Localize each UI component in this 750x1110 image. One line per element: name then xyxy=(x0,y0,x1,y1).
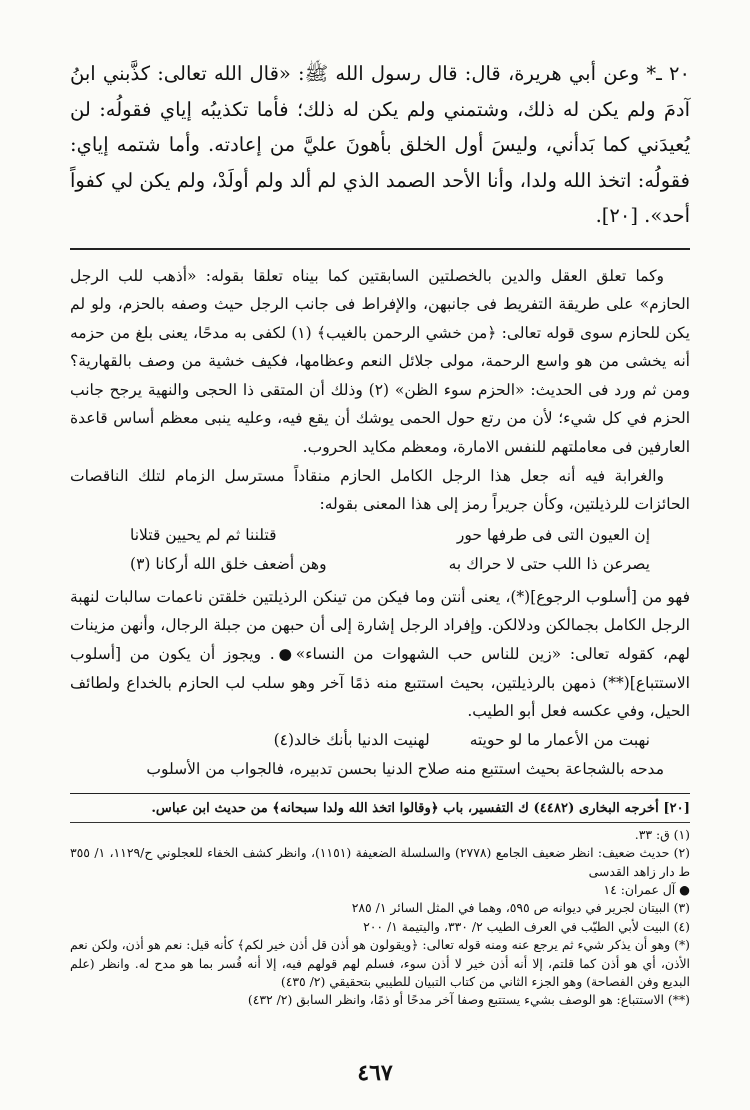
verse-line xyxy=(70,521,690,550)
footnote: ● آل عمران: ١٤ xyxy=(603,882,690,898)
hadith-text: ٢٠ ـ* وعن أبي هريرة، قال: قال رسول الله ﷺ: «قال الله تعالى: كذَّبني ابنُ آدمَ ولم يكن له ذلك، وشتمني ولم يكن له ذلك؛ فأما تكذيبُه إياي فقولُه: لن يُعيدَني كما بَدأني، وليسَ أول الخلق بأهونَ عليَّ من إعادته. وأما شتمه إياي: فقولُه: اتخذ الله ولدا، وأنا الأحد الصمد الذي لم ألد ولم أولَدْ، ولم يكن لي كفواً أحد». [٢٠]. xyxy=(70,62,690,227)
footnote: (*) وهو أن يذكر شيء ثم يرجع عنه ومنه قوله تعالى: ﴿ويقولون هو أذن قل أذن خير لكم﴾ كأنه قيل: نعم هو أذن، ولكن نعم الأذن، أي هو أذن كما قلتم، إلا أنه أذن خير لا أذن سوء، فسلم لهم قولهم فيه، إلا أنه فُسر بما هو مدح له. وانظر (علم البديع وفن الفصاحة) وهو الجزء الثاني من كتاب التبيان للطيبي بتحقيقي (٢/ ٤٣٥) xyxy=(70,937,690,990)
footnote-source: [٢٠] أخرجه البخارى (٤٤٨٢) ك التفسير، باب ﴿وقالوا اتخذ الله ولدا سبحانه﴾ من حديث ابن عباس. xyxy=(70,800,690,822)
commentary-paragraph: فهو من [أسلوب الرجوع](*)، يعنى أنتن وما فيكن من تينكن الرذيلتين خلقتن ناعمات سالبات لنهبة الرجل الكامل بجمالكن ودلالكن. وإفراد الرجل إشارة إلى أن حبهن من جبلة الرجال، وأنهن مزينات لهم، كقوله تعالى: «زين للناس حب الشهوات من النساء»●. ويجوز أن يكون من [أسلوب الاستتباع](**) ذمهن بالرذيلتين، بحيث استتبع منه ذمًا آخر وهو سلب لب الحازم بالخداع ولطائف الحيل، وفي عكسه فعل أبو الطيب. xyxy=(70,587,690,721)
commentary-paragraph: والغرابة فيه أنه جعل هذا الرجل الكامل الحازم منقاداً مسترسل الزمام لتلك الناقصات الحائزات للرذيلتين، وكأن جريراً رمز إلى هذا المعنى بقوله: xyxy=(70,466,690,514)
verse-hemistich: لهنيت الدنيا بأنك خالد(٤) xyxy=(273,730,430,749)
commentary-paragraph: مدحه بالشجاعة بحيث استتبع منه صلاح الدنيا بحسن تدبيره، فالجواب من الأسلوب xyxy=(146,759,664,778)
poem-verses xyxy=(70,521,690,579)
verse-line xyxy=(70,550,690,579)
verse-hemistich: يصرعن ذا اللب حتى لا حراك به xyxy=(448,554,650,573)
footnote: (١) ق: ٣٣. xyxy=(634,826,690,842)
footnote: (**) الاستتباع: هو الوصف بشيء يستتبع وصفا آخر مدحًا أو ذمًا، وانظر السابق (٢/ ٤٣٢) xyxy=(247,992,690,1008)
footnote: (٢) حديث ضعيف: انظر ضعيف الجامع (٢٧٧٨) والسلسلة الضعيفة (١١٥١)، وانظر كشف الخفاء للعجلوني ح/١١٢٩، ١/ ٣٥٥ ط دار زاهد القدسى xyxy=(70,845,690,879)
footnote: (٣) البيتان لجرير في ديوانه ص ٥٩٥، وهما في المثل السائر ١/ ٢٨٥ xyxy=(351,900,690,916)
verse-hemistich: وهن أضعف خلق الله أركانا (٣) xyxy=(130,554,327,573)
verse-line xyxy=(70,726,690,755)
verse-hemistich: نهبت من الأعمار ما لو حويته xyxy=(469,730,650,749)
verse-hemistich: قتلننا ثم لم يحيين قتلانا xyxy=(130,525,277,544)
page-number: ٤٦٧ xyxy=(357,1060,393,1086)
footnotes xyxy=(70,800,690,1009)
footnote: (٤) البيت لأبي الطيّب في العرف الطيب ٢/ ٣٣٠، واليتيمة ١/ ٢٠٠ xyxy=(363,918,690,934)
commentary xyxy=(70,262,690,784)
footnote-divider xyxy=(70,793,690,794)
verse-hemistich: إن العيون التى فى طرفها حور xyxy=(456,525,650,544)
commentary-paragraph: وكما تعلق العقل والدين بالخصلتين السابقتين كما بيناه تعلقا بقوله: «أذهب للب الرجل الحازم» على طريقة التفريط فى جانبهن، والإفراط فى جانب الرجل حيث وصفه بالحزم، ولو لم يكن للحازم سوى قوله تعالى: ﴿من خشي الرحمن بالغيب﴾ (١) لكفى به مدحًا، يعنى بلغ من حزمه أنه يخشى من هو واسع الرحمة، مولى جلائل النعم وعظامها، فكيف خشية من وصف بالقهارية؟ ومن ثم ورد فى الحديث: «الحزم سوء الظن» (٢) وذلك أن المتقى ذا الحجى والنهية يرجح جانب الحزم في كل شيء؛ لأن من رتع حول الحمى يوشك أن يقع فيه، وعليه ينبى معظم أساس قاعدة العارفين فى معاملتهم للنفس الامارة، ومعظم مكايد الحروب. xyxy=(70,266,690,457)
section-divider xyxy=(70,248,690,250)
